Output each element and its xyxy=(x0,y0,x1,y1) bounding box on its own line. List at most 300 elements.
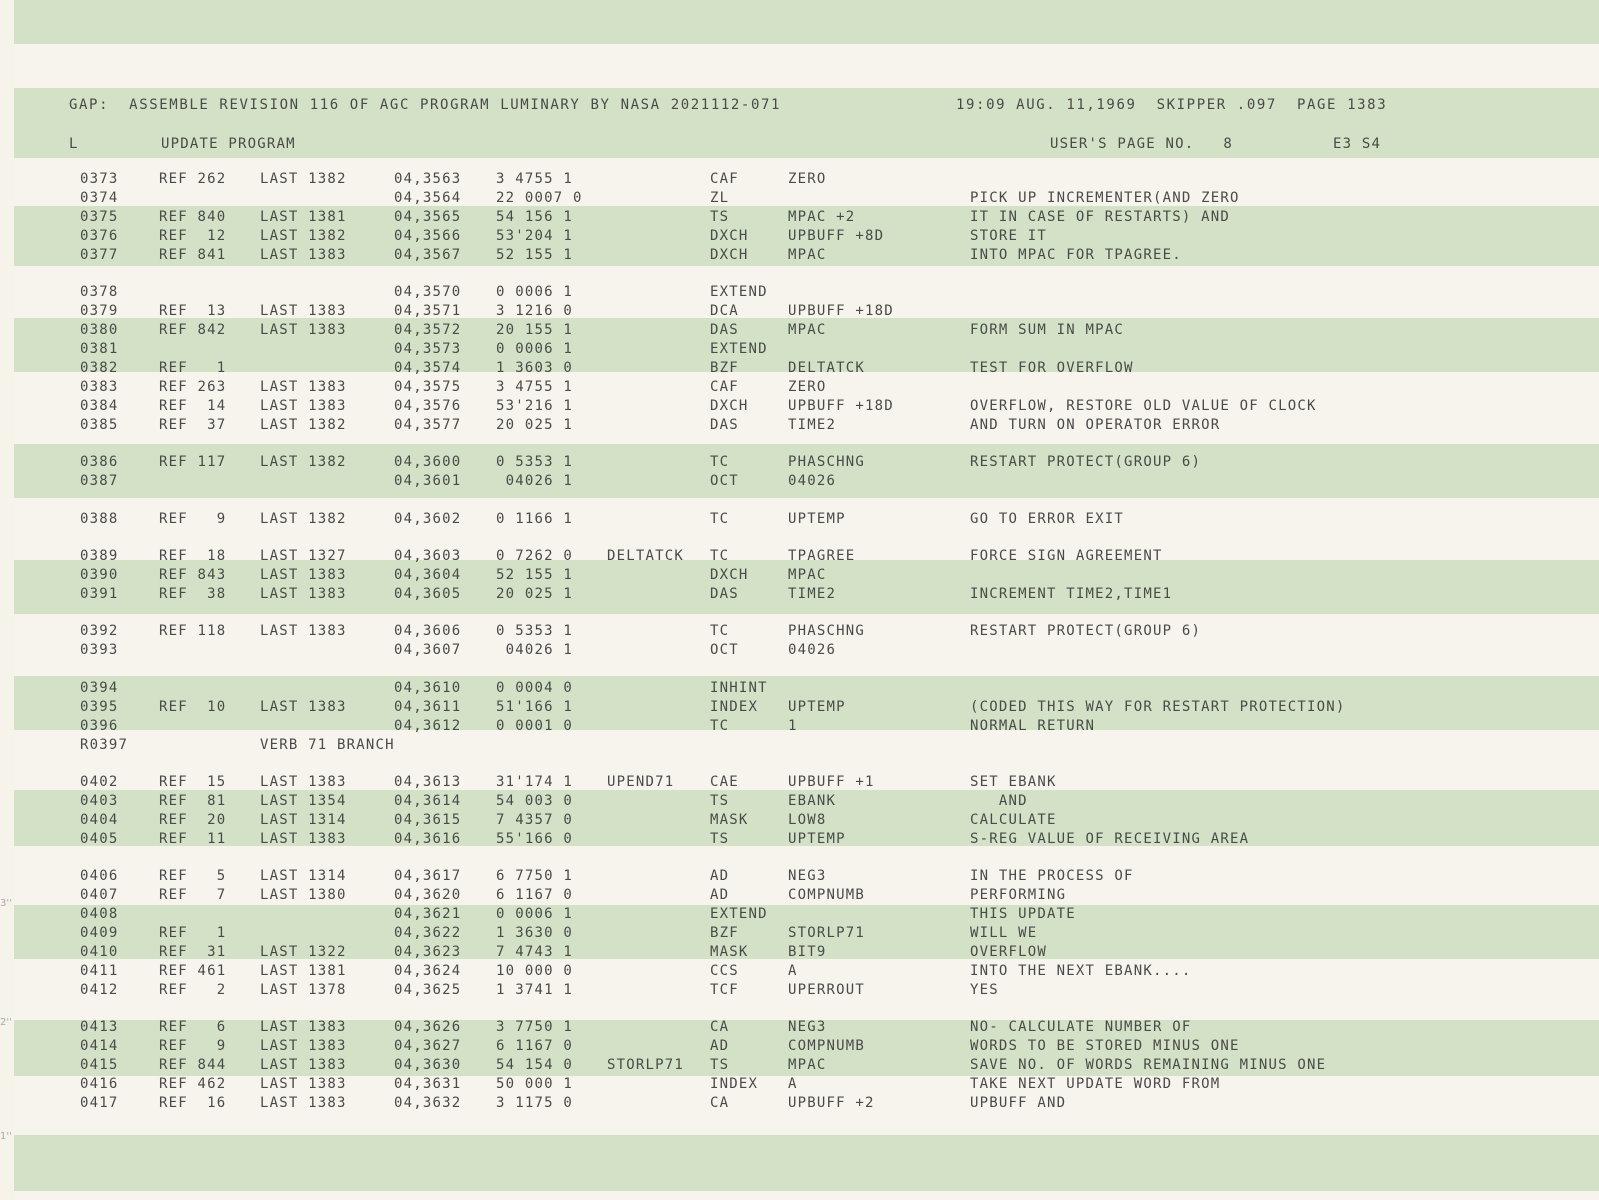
operand: MPAC xyxy=(788,322,827,338)
ref-count: REF 118 xyxy=(159,623,227,639)
line-number: 0411 xyxy=(80,963,119,979)
ref-count: REF 15 xyxy=(159,774,227,790)
line-number: 0403 xyxy=(80,793,119,809)
listing-line xyxy=(14,698,1574,717)
last-ref: LAST 1380 xyxy=(260,887,347,903)
opcode: OCT xyxy=(710,473,739,489)
opcode: OCT xyxy=(710,642,739,658)
operand: STORLP71 xyxy=(788,925,866,941)
address: 04,3574 xyxy=(394,360,462,376)
ref-count: REF 461 xyxy=(159,963,227,979)
ref-count: REF 844 xyxy=(159,1057,227,1073)
ref-count: REF 1 xyxy=(159,360,227,376)
object-code: 54 154 0 xyxy=(496,1057,574,1073)
address: 04,3576 xyxy=(394,398,462,414)
opcode: CA xyxy=(710,1019,730,1035)
line-number: 0392 xyxy=(80,623,119,639)
ref-count: REF 117 xyxy=(159,454,227,470)
comment: YES xyxy=(970,982,999,998)
object-code: 3 4755 1 xyxy=(496,379,574,395)
ref-count: REF 6 xyxy=(159,1019,227,1035)
comment: WILL WE xyxy=(970,925,1038,941)
line-number: 0384 xyxy=(80,398,119,414)
opcode: DXCH xyxy=(710,228,749,244)
line-number: R0397 xyxy=(80,737,129,753)
listing-line xyxy=(14,283,1574,302)
opcode: DXCH xyxy=(710,567,749,583)
ref-count: REF 1 xyxy=(159,925,227,941)
last-ref: LAST 1383 xyxy=(260,774,347,790)
last-ref: LAST 1327 xyxy=(260,548,347,564)
comment: INTO THE NEXT EBANK.... xyxy=(970,963,1192,979)
line-number: 0376 xyxy=(80,228,119,244)
address: 04,3606 xyxy=(394,623,462,639)
listing-line xyxy=(14,340,1574,359)
line-number: 0417 xyxy=(80,1095,119,1111)
address: 04,3567 xyxy=(394,247,462,263)
line-number: 0375 xyxy=(80,209,119,225)
listing-line xyxy=(14,510,1574,529)
object-code: 0 0004 0 xyxy=(496,680,574,696)
operand: MPAC xyxy=(788,247,827,263)
opcode: AD xyxy=(710,1038,730,1054)
ref-count: REF 842 xyxy=(159,322,227,338)
line-number: 0378 xyxy=(80,284,119,300)
line-number: 0405 xyxy=(80,831,119,847)
opcode: INDEX xyxy=(710,1076,759,1092)
listing-line xyxy=(14,679,1574,698)
operand: UPTEMP xyxy=(788,511,846,527)
line-number: 0380 xyxy=(80,322,119,338)
comment: INCREMENT TIME2,TIME1 xyxy=(970,586,1173,602)
object-code: 6 1167 0 xyxy=(496,1038,574,1054)
opcode: AD xyxy=(710,868,730,884)
section-name: UPDATE PROGRAM xyxy=(161,136,296,152)
address: 04,3612 xyxy=(394,718,462,734)
operand: UPBUFF +8D xyxy=(788,228,885,244)
address: 04,3577 xyxy=(394,417,462,433)
last-ref: LAST 1383 xyxy=(260,1076,347,1092)
listing-line xyxy=(14,830,1574,849)
opcode: BZF xyxy=(710,925,739,941)
comment: NORMAL RETURN xyxy=(970,718,1096,734)
object-code: 04026 1 xyxy=(496,473,574,489)
object-code: 53'204 1 xyxy=(496,228,574,244)
ref-count: REF 2 xyxy=(159,982,227,998)
address: 04,3563 xyxy=(394,171,462,187)
operand: EBANK xyxy=(788,793,837,809)
ref-count: REF 263 xyxy=(159,379,227,395)
operand: MPAC +2 xyxy=(788,209,856,225)
opcode: CCS xyxy=(710,963,739,979)
listing-line xyxy=(14,378,1574,397)
line-number: 0389 xyxy=(80,548,119,564)
line-number: 0414 xyxy=(80,1038,119,1054)
last-ref: LAST 1383 xyxy=(260,1095,347,1111)
line-number: 0416 xyxy=(80,1076,119,1092)
ref-count: REF 31 xyxy=(159,944,227,960)
object-code: 1 3630 0 xyxy=(496,925,574,941)
opcode: DXCH xyxy=(710,247,749,263)
object-code: 3 7750 1 xyxy=(496,1019,574,1035)
last-ref: VERB 71 BRANCH xyxy=(260,737,395,753)
listing-line xyxy=(14,208,1574,227)
comment: OVERFLOW xyxy=(970,944,1048,960)
opcode: ZL xyxy=(710,190,730,206)
line-number: 0381 xyxy=(80,341,119,357)
opcode: EXTEND xyxy=(710,284,768,300)
address: 04,3616 xyxy=(394,831,462,847)
last-ref: LAST 1314 xyxy=(260,812,347,828)
comment: TEST FOR OVERFLOW xyxy=(970,360,1134,376)
operand: UPBUFF +2 xyxy=(788,1095,875,1111)
address: 04,3605 xyxy=(394,586,462,602)
ref-count: REF 16 xyxy=(159,1095,227,1111)
listing-line xyxy=(14,189,1574,208)
operand: 04026 xyxy=(788,473,837,489)
opcode: AD xyxy=(710,887,730,903)
listing-line xyxy=(14,1037,1574,1056)
comment: S-REG VALUE OF RECEIVING AREA xyxy=(970,831,1250,847)
last-ref: LAST 1354 xyxy=(260,793,347,809)
listing-line xyxy=(14,359,1574,378)
last-ref: LAST 1383 xyxy=(260,567,347,583)
address: 04,3615 xyxy=(394,812,462,828)
listing-line xyxy=(14,905,1574,924)
object-code: 0 0006 1 xyxy=(496,284,574,300)
opcode: CA xyxy=(710,1095,730,1111)
object-code: 0 5353 1 xyxy=(496,623,574,639)
last-ref: LAST 1382 xyxy=(260,417,347,433)
line-number: 0409 xyxy=(80,925,119,941)
comment: IT IN CASE OF RESTARTS) AND xyxy=(970,209,1230,225)
opcode: TC xyxy=(710,623,730,639)
object-code: 0 0006 1 xyxy=(496,341,574,357)
line-number: 0382 xyxy=(80,360,119,376)
last-ref: LAST 1383 xyxy=(260,831,347,847)
address: 04,3621 xyxy=(394,906,462,922)
operand: UPBUFF +1 xyxy=(788,774,875,790)
listing-line xyxy=(14,717,1574,736)
listing-line xyxy=(14,867,1574,886)
comment: PICK UP INCREMENTER(AND ZERO xyxy=(970,190,1240,206)
header-title: GAP: ASSEMBLE REVISION 116 OF AGC PROGRAM LUMINARY BY NASA 2021112-071 xyxy=(69,97,782,113)
last-ref: LAST 1383 xyxy=(260,699,347,715)
opcode: INDEX xyxy=(710,699,759,715)
line-number: 0373 xyxy=(80,171,119,187)
object-code: 0 7262 0 xyxy=(496,548,574,564)
comment: TAKE NEXT UPDATE WORD FROM xyxy=(970,1076,1221,1092)
last-ref: LAST 1383 xyxy=(260,1019,347,1035)
comment: INTO MPAC FOR TPAGREE. xyxy=(970,247,1182,263)
line-number: 0374 xyxy=(80,190,119,206)
last-ref: LAST 1383 xyxy=(260,1057,347,1073)
ref-count: REF 262 xyxy=(159,171,227,187)
comment: AND xyxy=(970,793,1028,809)
line-number: 0404 xyxy=(80,812,119,828)
opcode: CAF xyxy=(710,379,739,395)
object-code: 20 155 1 xyxy=(496,322,574,338)
object-code: 53'216 1 xyxy=(496,398,574,414)
operand: TPAGREE xyxy=(788,548,856,564)
operand: LOW8 xyxy=(788,812,827,828)
address: 04,3622 xyxy=(394,925,462,941)
ref-count: REF 11 xyxy=(159,831,227,847)
address: 04,3620 xyxy=(394,887,462,903)
listing-line xyxy=(14,302,1574,321)
comment: FORM SUM IN MPAC xyxy=(970,322,1125,338)
opcode: MASK xyxy=(710,944,749,960)
listing-line xyxy=(14,736,1574,755)
line-number: 0408 xyxy=(80,906,119,922)
comment: CALCULATE xyxy=(970,812,1057,828)
comment: SAVE NO. OF WORDS REMAINING MINUS ONE xyxy=(970,1057,1327,1073)
last-ref: LAST 1383 xyxy=(260,379,347,395)
operand: DELTATCK xyxy=(788,360,866,376)
listing-line xyxy=(14,1094,1574,1113)
object-code: 1 3603 0 xyxy=(496,360,574,376)
line-number: 0393 xyxy=(80,642,119,658)
last-ref: LAST 1383 xyxy=(260,247,347,263)
opcode: DAS xyxy=(710,322,739,338)
opcode: TS xyxy=(710,793,730,809)
address: 04,3602 xyxy=(394,511,462,527)
address: 04,3630 xyxy=(394,1057,462,1073)
ref-count: REF 81 xyxy=(159,793,227,809)
ref-count: REF 10 xyxy=(159,699,227,715)
address: 04,3631 xyxy=(394,1076,462,1092)
ref-count: REF 9 xyxy=(159,511,227,527)
address: 04,3626 xyxy=(394,1019,462,1035)
object-code: 7 4743 1 xyxy=(496,944,574,960)
comment: PERFORMING xyxy=(970,887,1067,903)
line-number: 0391 xyxy=(80,586,119,602)
last-ref: LAST 1322 xyxy=(260,944,347,960)
listing-line xyxy=(14,246,1574,265)
listing-line xyxy=(14,472,1574,491)
opcode: TC xyxy=(710,548,730,564)
object-code: 20 025 1 xyxy=(496,417,574,433)
operand: ZERO xyxy=(788,379,827,395)
object-code: 20 025 1 xyxy=(496,586,574,602)
listing-line xyxy=(14,585,1574,604)
listing-line xyxy=(14,811,1574,830)
opcode: EXTEND xyxy=(710,341,768,357)
last-ref: LAST 1382 xyxy=(260,228,347,244)
line-number: 0388 xyxy=(80,511,119,527)
label: STORLP71 xyxy=(607,1057,685,1073)
address: 04,3624 xyxy=(394,963,462,979)
object-code: 6 1167 0 xyxy=(496,887,574,903)
line-number: 0390 xyxy=(80,567,119,583)
line-number: 0402 xyxy=(80,774,119,790)
ref-count: REF 462 xyxy=(159,1076,227,1092)
operand: UPERROUT xyxy=(788,982,866,998)
address: 04,3572 xyxy=(394,322,462,338)
address: 04,3627 xyxy=(394,1038,462,1054)
address: 04,3601 xyxy=(394,473,462,489)
opcode: CAF xyxy=(710,171,739,187)
listing-line xyxy=(14,416,1574,435)
ref-count: REF 13 xyxy=(159,303,227,319)
line-number: 0387 xyxy=(80,473,119,489)
opcode: TC xyxy=(710,454,730,470)
ref-count: REF 12 xyxy=(159,228,227,244)
address: 04,3603 xyxy=(394,548,462,564)
operand: MPAC xyxy=(788,567,827,583)
line-number: 0410 xyxy=(80,944,119,960)
object-code: 54 156 1 xyxy=(496,209,574,225)
ref-count: REF 38 xyxy=(159,586,227,602)
operand: TIME2 xyxy=(788,586,837,602)
operand: NEG3 xyxy=(788,868,827,884)
listing-line xyxy=(14,566,1574,585)
comment: RESTART PROTECT(GROUP 6) xyxy=(970,623,1202,639)
ref-count: REF 14 xyxy=(159,398,227,414)
ref-count: REF 37 xyxy=(159,417,227,433)
comment: THIS UPDATE xyxy=(970,906,1076,922)
object-code: 3 4755 1 xyxy=(496,171,574,187)
listing-line xyxy=(14,924,1574,943)
line-number: 0407 xyxy=(80,887,119,903)
ref-count: REF 5 xyxy=(159,868,227,884)
operand: UPBUFF +18D xyxy=(788,398,894,414)
operand: UPBUFF +18D xyxy=(788,303,894,319)
ref-count: REF 841 xyxy=(159,247,227,263)
comment: WORDS TO BE STORED MINUS ONE xyxy=(970,1038,1240,1054)
last-ref: LAST 1383 xyxy=(260,1038,347,1054)
section-letter: L xyxy=(69,136,79,152)
opcode: BZF xyxy=(710,360,739,376)
object-code: 0 0006 1 xyxy=(496,906,574,922)
operand: 04026 xyxy=(788,642,837,658)
line-number: 0383 xyxy=(80,379,119,395)
comment: AND TURN ON OPERATOR ERROR xyxy=(970,417,1221,433)
listing-page xyxy=(14,0,1599,1200)
last-ref: LAST 1314 xyxy=(260,868,347,884)
listing-line xyxy=(14,397,1574,416)
opcode: DAS xyxy=(710,586,739,602)
operand: PHASCHNG xyxy=(788,623,866,639)
operand: BIT9 xyxy=(788,944,827,960)
listing-line xyxy=(14,943,1574,962)
object-code: 7 4357 0 xyxy=(496,812,574,828)
address: 04,3607 xyxy=(394,642,462,658)
last-ref: LAST 1378 xyxy=(260,982,347,998)
listing-line xyxy=(14,1056,1574,1075)
opcode: TS xyxy=(710,209,730,225)
line-number: 0395 xyxy=(80,699,119,715)
listing-line xyxy=(14,886,1574,905)
line-number: 0386 xyxy=(80,454,119,470)
address: 04,3611 xyxy=(394,699,462,715)
last-ref: LAST 1383 xyxy=(260,398,347,414)
line-number: 0415 xyxy=(80,1057,119,1073)
ref-count: REF 7 xyxy=(159,887,227,903)
opcode: CAE xyxy=(710,774,739,790)
operand: MPAC xyxy=(788,1057,827,1073)
last-ref: LAST 1383 xyxy=(260,322,347,338)
line-number: 0412 xyxy=(80,982,119,998)
opcode: MASK xyxy=(710,812,749,828)
comment: IN THE PROCESS OF xyxy=(970,868,1134,884)
address: 04,3623 xyxy=(394,944,462,960)
listing-line xyxy=(14,622,1574,641)
last-ref: LAST 1381 xyxy=(260,963,347,979)
address: 04,3604 xyxy=(394,567,462,583)
operand: COMPNUMB xyxy=(788,1038,866,1054)
line-number: 0406 xyxy=(80,868,119,884)
listing-line xyxy=(14,792,1574,811)
object-code: 0 1166 1 xyxy=(496,511,574,527)
listing-line xyxy=(14,1018,1574,1037)
object-code: 50 000 1 xyxy=(496,1076,574,1092)
header-timestamp: 19:09 AUG. 11,1969 SKIPPER .097 PAGE 1383 xyxy=(956,97,1388,113)
ref-code: E3 S4 xyxy=(1333,136,1382,152)
address: 04,3632 xyxy=(394,1095,462,1111)
address: 04,3573 xyxy=(394,341,462,357)
address: 04,3625 xyxy=(394,982,462,998)
label: DELTATCK xyxy=(607,548,685,564)
label: UPEND71 xyxy=(607,774,675,790)
users-page-number: USER'S PAGE NO. 8 xyxy=(1050,136,1233,152)
operand: 1 xyxy=(788,718,798,734)
comment: UPBUFF AND xyxy=(970,1095,1067,1111)
listing-line xyxy=(14,962,1574,981)
comment: (CODED THIS WAY FOR RESTART PROTECTION) xyxy=(970,699,1346,715)
opcode: TS xyxy=(710,831,730,847)
last-ref: LAST 1383 xyxy=(260,623,347,639)
margin-mark: 3'' xyxy=(0,898,12,909)
comment: RESTART PROTECT(GROUP 6) xyxy=(970,454,1202,470)
last-ref: LAST 1381 xyxy=(260,209,347,225)
listing-line xyxy=(14,641,1574,660)
operand: PHASCHNG xyxy=(788,454,866,470)
last-ref: LAST 1382 xyxy=(260,511,347,527)
operand: A xyxy=(788,963,798,979)
line-number: 0379 xyxy=(80,303,119,319)
address: 04,3571 xyxy=(394,303,462,319)
listing-line xyxy=(14,321,1574,340)
opcode: DXCH xyxy=(710,398,749,414)
operand: ZERO xyxy=(788,171,827,187)
opcode: TS xyxy=(710,1057,730,1073)
ref-count: REF 20 xyxy=(159,812,227,828)
object-code: 31'174 1 xyxy=(496,774,574,790)
address: 04,3617 xyxy=(394,868,462,884)
listing-line xyxy=(14,981,1574,1000)
opcode: TC xyxy=(710,718,730,734)
address: 04,3613 xyxy=(394,774,462,790)
last-ref: LAST 1383 xyxy=(260,586,347,602)
object-code: 55'166 0 xyxy=(496,831,574,847)
opcode: TC xyxy=(710,511,730,527)
address: 04,3565 xyxy=(394,209,462,225)
operand: NEG3 xyxy=(788,1019,827,1035)
comment: FORCE SIGN AGREEMENT xyxy=(970,548,1163,564)
object-code: 10 000 0 xyxy=(496,963,574,979)
operand: A xyxy=(788,1076,798,1092)
object-code: 0 0001 0 xyxy=(496,718,574,734)
margin-mark: 1'' xyxy=(0,1131,12,1142)
line-number: 0396 xyxy=(80,718,119,734)
last-ref: LAST 1382 xyxy=(260,171,347,187)
address: 04,3566 xyxy=(394,228,462,244)
comment: STORE IT xyxy=(970,228,1048,244)
address: 04,3600 xyxy=(394,454,462,470)
comment: NO- CALCULATE NUMBER OF xyxy=(970,1019,1192,1035)
listing-line xyxy=(14,170,1574,189)
